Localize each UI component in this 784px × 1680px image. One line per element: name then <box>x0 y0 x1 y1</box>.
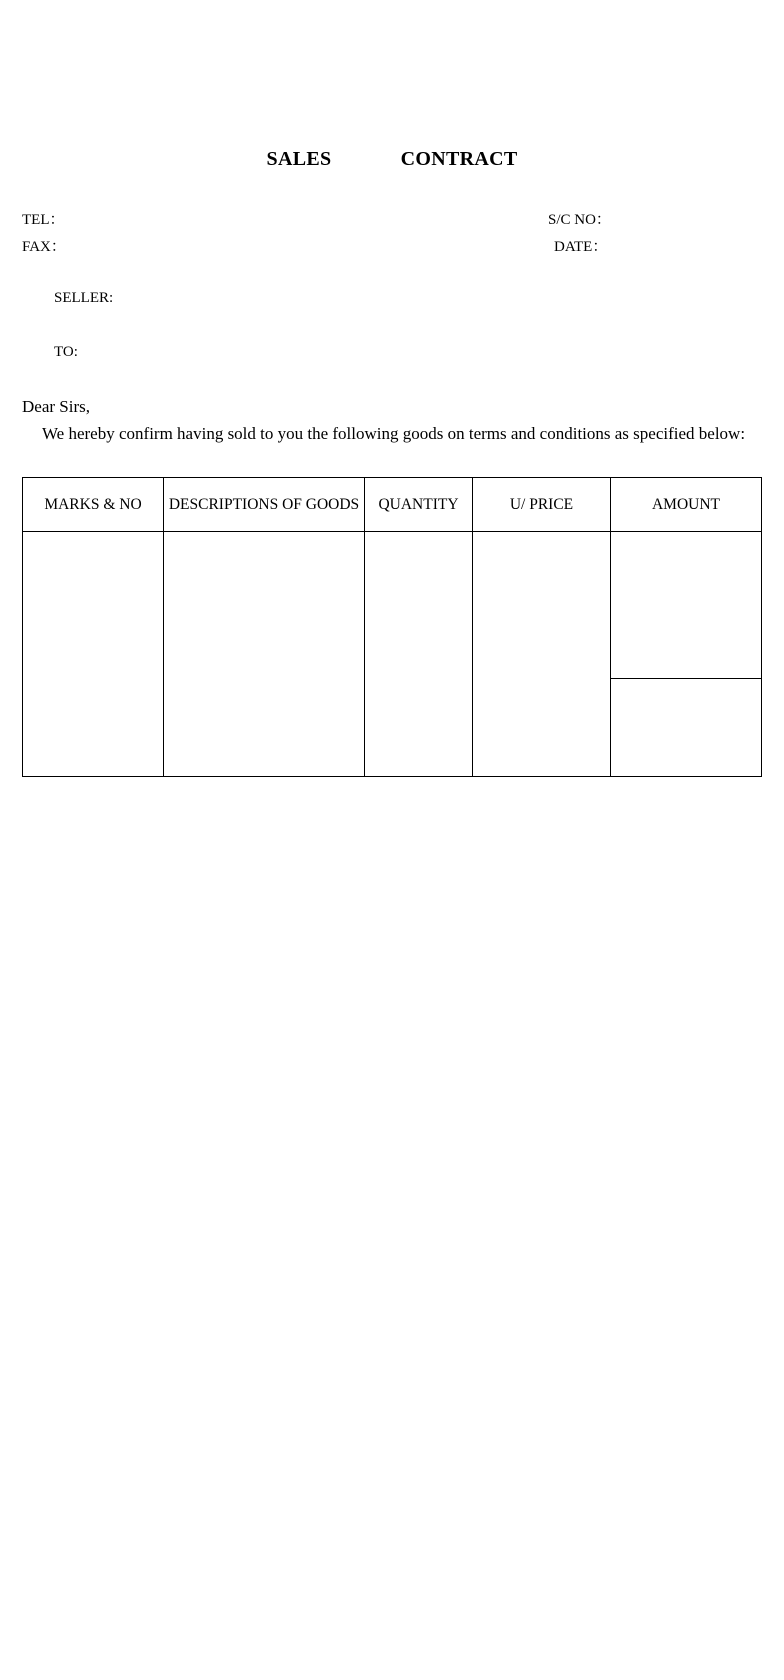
to-label: TO: <box>54 344 78 360</box>
quantity-cell <box>365 532 473 777</box>
amount-total-cell <box>611 679 762 777</box>
sc-no-label: S/C NO： <box>548 212 611 228</box>
goods-table <box>22 477 762 777</box>
tel-label: TEL： <box>22 212 65 228</box>
table-row <box>23 532 762 679</box>
column-header-descriptions: DESCRIPTIONS OF GOODS <box>164 478 365 532</box>
fax-label: FAX： <box>22 239 66 255</box>
amount-cell <box>611 532 762 679</box>
unit-price-cell <box>473 532 611 777</box>
greeting: Dear Sirs, <box>22 397 90 416</box>
marks-cell <box>23 532 164 777</box>
seller-label: SELLER: <box>54 290 114 306</box>
descriptions-cell <box>164 532 365 777</box>
table-header-row <box>23 478 762 532</box>
document-title: SALES CONTRACT <box>266 148 518 170</box>
column-header-marks: MARKS & NO <box>23 478 164 532</box>
column-header-amount: AMOUNT <box>611 478 762 532</box>
intro-paragraph: We hereby confirm having sold to you the following goods on terms and conditions as specified below: <box>42 424 746 443</box>
column-header-quantity: QUANTITY <box>365 478 473 532</box>
date-label: DATE： <box>554 239 608 255</box>
column-header-unit-price: U/ PRICE <box>473 478 611 532</box>
